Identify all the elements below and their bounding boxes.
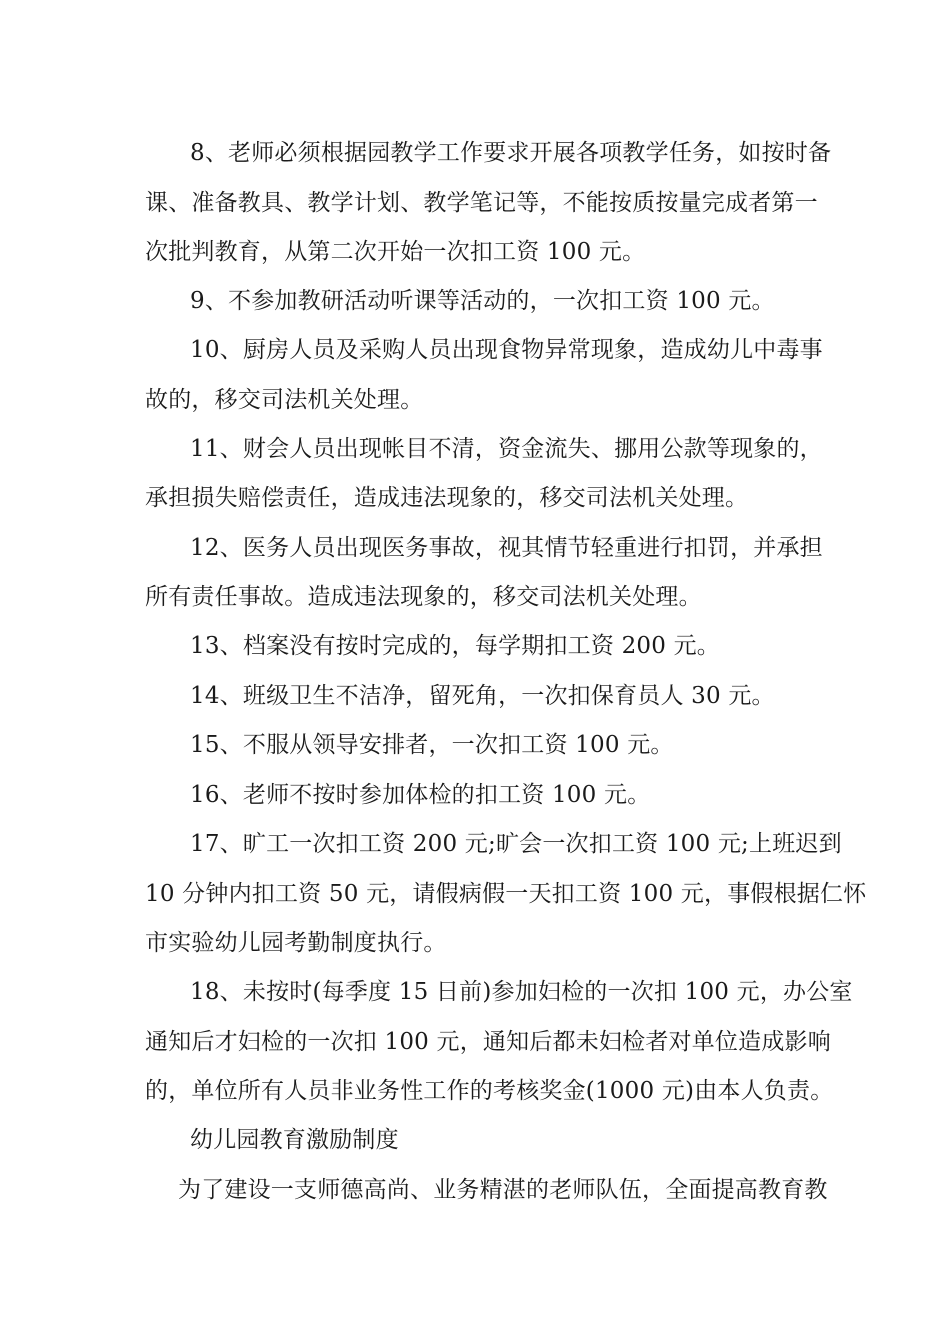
- paragraph-18-line-1: 18、未按时(每季度 15 日前)参加妇检的一次扣 100 元，办公室: [190, 979, 853, 1005]
- paragraph-9-line-1: 9、不参加教研活动听课等活动的，一次扣工资 100 元。: [190, 288, 775, 314]
- paragraph-11-line-2: 承担损失赔偿责任，造成违法现象的，移交司法机关处理。: [145, 485, 749, 511]
- paragraph-14-line-1: 14、班级卫生不洁净，留死角，一次扣保育员人 30 元。: [190, 683, 775, 709]
- paragraph-8-line-3: 次批判教育，从第二次开始一次扣工资 100 元。: [145, 239, 646, 265]
- section-heading: 幼儿园教育激励制度: [190, 1127, 399, 1153]
- paragraph-15-line-1: 15、不服从领导安排者，一次扣工资 100 元。: [190, 732, 674, 758]
- paragraph-18-line-2: 通知后才妇检的一次扣 100 元，通知后都未妇检者对单位造成影响: [145, 1029, 831, 1055]
- paragraph-12-line-1: 12、医务人员出现医务事故，视其情节轻重进行扣罚，并承担: [190, 535, 823, 561]
- paragraph-8-line-1: 8、老师必须根据园教学工作要求开展各项教学任务，如按时备: [190, 140, 832, 166]
- paragraph-10-line-2: 故的，移交司法机关处理。: [145, 387, 424, 413]
- paragraph-17-line-2: 10 分钟内扣工资 50 元，请假病假一天扣工资 100 元，事假根据仁怀: [145, 881, 867, 907]
- paragraph-10-line-1: 10、厨房人员及采购人员出现食物异常现象，造成幼儿中毒事: [190, 337, 823, 363]
- paragraph-17-line-1: 17、旷工一次扣工资 200 元;旷会一次扣工资 100 元;上班迟到: [190, 831, 842, 857]
- paragraph-18-line-3: 的，单位所有人员非业务性工作的考核奖金(1000 元)由本人负责。: [145, 1078, 834, 1104]
- paragraph-8-line-2: 课、准备教具、教学计划、教学笔记等，不能按质按量完成者第一: [145, 190, 818, 216]
- paragraph-12-line-2: 所有责任事故。造成违法现象的，移交司法机关处理。: [145, 584, 702, 610]
- intro-line-1: 为了建设一支师德高尚、业务精湛的老师队伍，全面提高教育教: [178, 1177, 828, 1203]
- paragraph-11-line-1: 11、财会人员出现帐目不清，资金流失、挪用公款等现象的，: [190, 436, 823, 462]
- paragraph-16-line-1: 16、老师不按时参加体检的扣工资 100 元。: [190, 782, 651, 808]
- paragraph-13-line-1: 13、档案没有按时完成的，每学期扣工资 200 元。: [190, 633, 720, 659]
- paragraph-17-line-3: 市实验幼儿园考勤制度执行。: [145, 930, 447, 956]
